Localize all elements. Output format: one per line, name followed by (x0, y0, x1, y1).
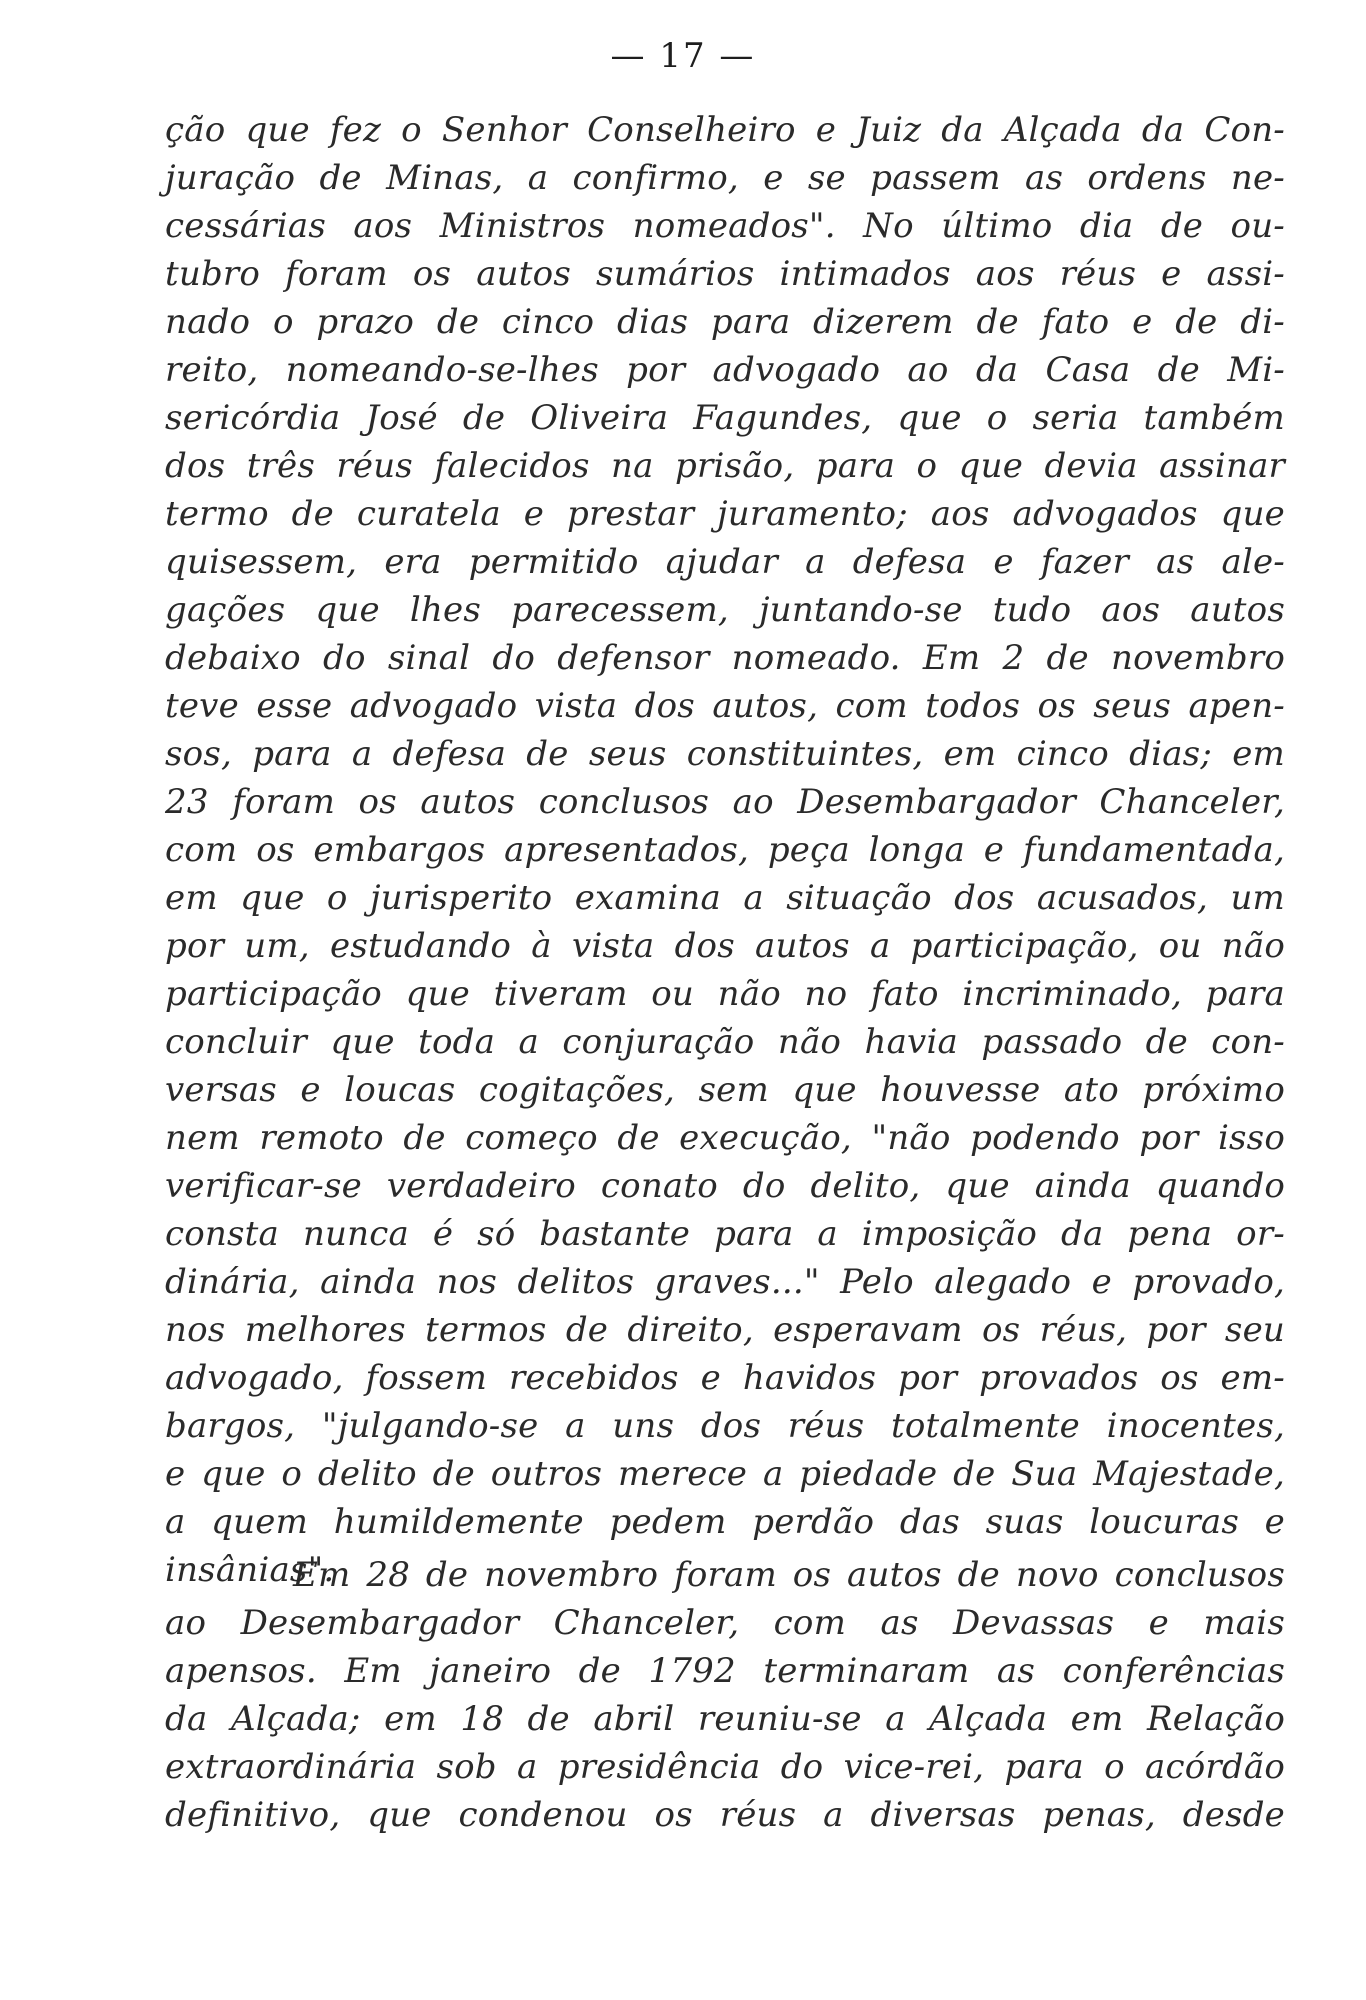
text-line: gações que lhes parecessem, juntando-se tudo aos autos (165, 590, 1285, 630)
text-line: sericórdia José de Oliveira Fagundes, que o seria também (165, 398, 1285, 438)
text-line: versas e loucas cogitações, sem que houvesse ato próximo (165, 1070, 1285, 1110)
text-line: definitivo, que condenou os réus a diversas penas, desde (165, 1795, 1285, 1835)
text-line: dos três réus falecidos na prisão, para o que devia assinar (165, 446, 1285, 486)
text-line: em que o jurisperito examina a situação dos acusados, um (165, 878, 1285, 918)
text-line: apensos. Em janeiro de 1792 terminaram as conferências (165, 1651, 1285, 1691)
text-line: dinária, ainda nos delitos graves..." Pelo alegado e provado, (165, 1262, 1285, 1302)
paragraph-1 (165, 106, 1285, 1594)
text-line: quisessem, era permitido ajudar a defesa e fazer as ale- (165, 542, 1285, 582)
text-line: debaixo do sinal do defensor nomeado. Em 2 de novembro (165, 638, 1285, 678)
text-line: a quem humildemente pedem perdão das suas loucuras e (165, 1502, 1285, 1542)
text-line: nado o prazo de cinco dias para dizerem de fato e de di- (165, 302, 1285, 342)
text-line: tubro foram os autos sumários intimados aos réus e assi- (165, 254, 1285, 294)
text-line: sos, para a defesa de seus constituintes, em cinco dias; em (165, 734, 1285, 774)
text-line: reito, nomeando-se-lhes por advogado ao da Casa de Mi- (165, 350, 1285, 390)
text-line: Em 28 de novembro foram os autos de novo conclusos (293, 1555, 1285, 1595)
text-line: juração de Minas, a confirmo, e se passem as ordens ne- (165, 158, 1285, 198)
text-line: 23 foram os autos conclusos ao Desembargador Chanceler, (165, 782, 1285, 822)
text-line: nem remoto de começo de execução, "não podendo por isso (165, 1118, 1285, 1158)
text-line: ao Desembargador Chanceler, com as Devassas e mais (165, 1603, 1285, 1643)
text-line: teve esse advogado vista dos autos, com todos os seus apen- (165, 686, 1285, 726)
text-line: bargos, "julgando-se a uns dos réus totalmente inocentes, (165, 1406, 1285, 1446)
paragraph-2 (165, 1551, 1285, 1839)
text-line: consta nunca é só bastante para a imposição da pena or- (165, 1214, 1285, 1254)
text-line: e que o delito de outros merece a piedade de Sua Majestade, (165, 1454, 1285, 1494)
text-line: com os embargos apresentados, peça longa e fundamentada, (165, 830, 1285, 870)
text-line: cessárias aos Ministros nomeados". No último dia de ou- (165, 206, 1285, 246)
text-line: por um, estudando à vista dos autos a participação, ou não (165, 926, 1285, 966)
text-line: da Alçada; em 18 de abril reuniu-se a Alçada em Relação (165, 1699, 1285, 1739)
text-line: ção que fez o Senhor Conselheiro e Juiz da Alçada da Con- (165, 110, 1285, 150)
text-line: nos melhores termos de direito, esperavam os réus, por seu (165, 1310, 1285, 1350)
text-line: termo de curatela e prestar juramento; aos advogados que (165, 494, 1285, 534)
text-line: extraordinária sob a presidência do vice-rei, para o acórdão (165, 1747, 1285, 1787)
text-line: advogado, fossem recebidos e havidos por provados os em- (165, 1358, 1285, 1398)
text-line: insânias". (165, 1550, 335, 1590)
text-line: verificar-se verdadeiro conato do delito, que ainda quando (165, 1166, 1285, 1206)
text-line: concluir que toda a conjuração não havia passado de con- (165, 1022, 1285, 1062)
page-number: — 17 — (610, 36, 756, 76)
text-line: participação que tiveram ou não no fato incriminado, para (165, 974, 1285, 1014)
